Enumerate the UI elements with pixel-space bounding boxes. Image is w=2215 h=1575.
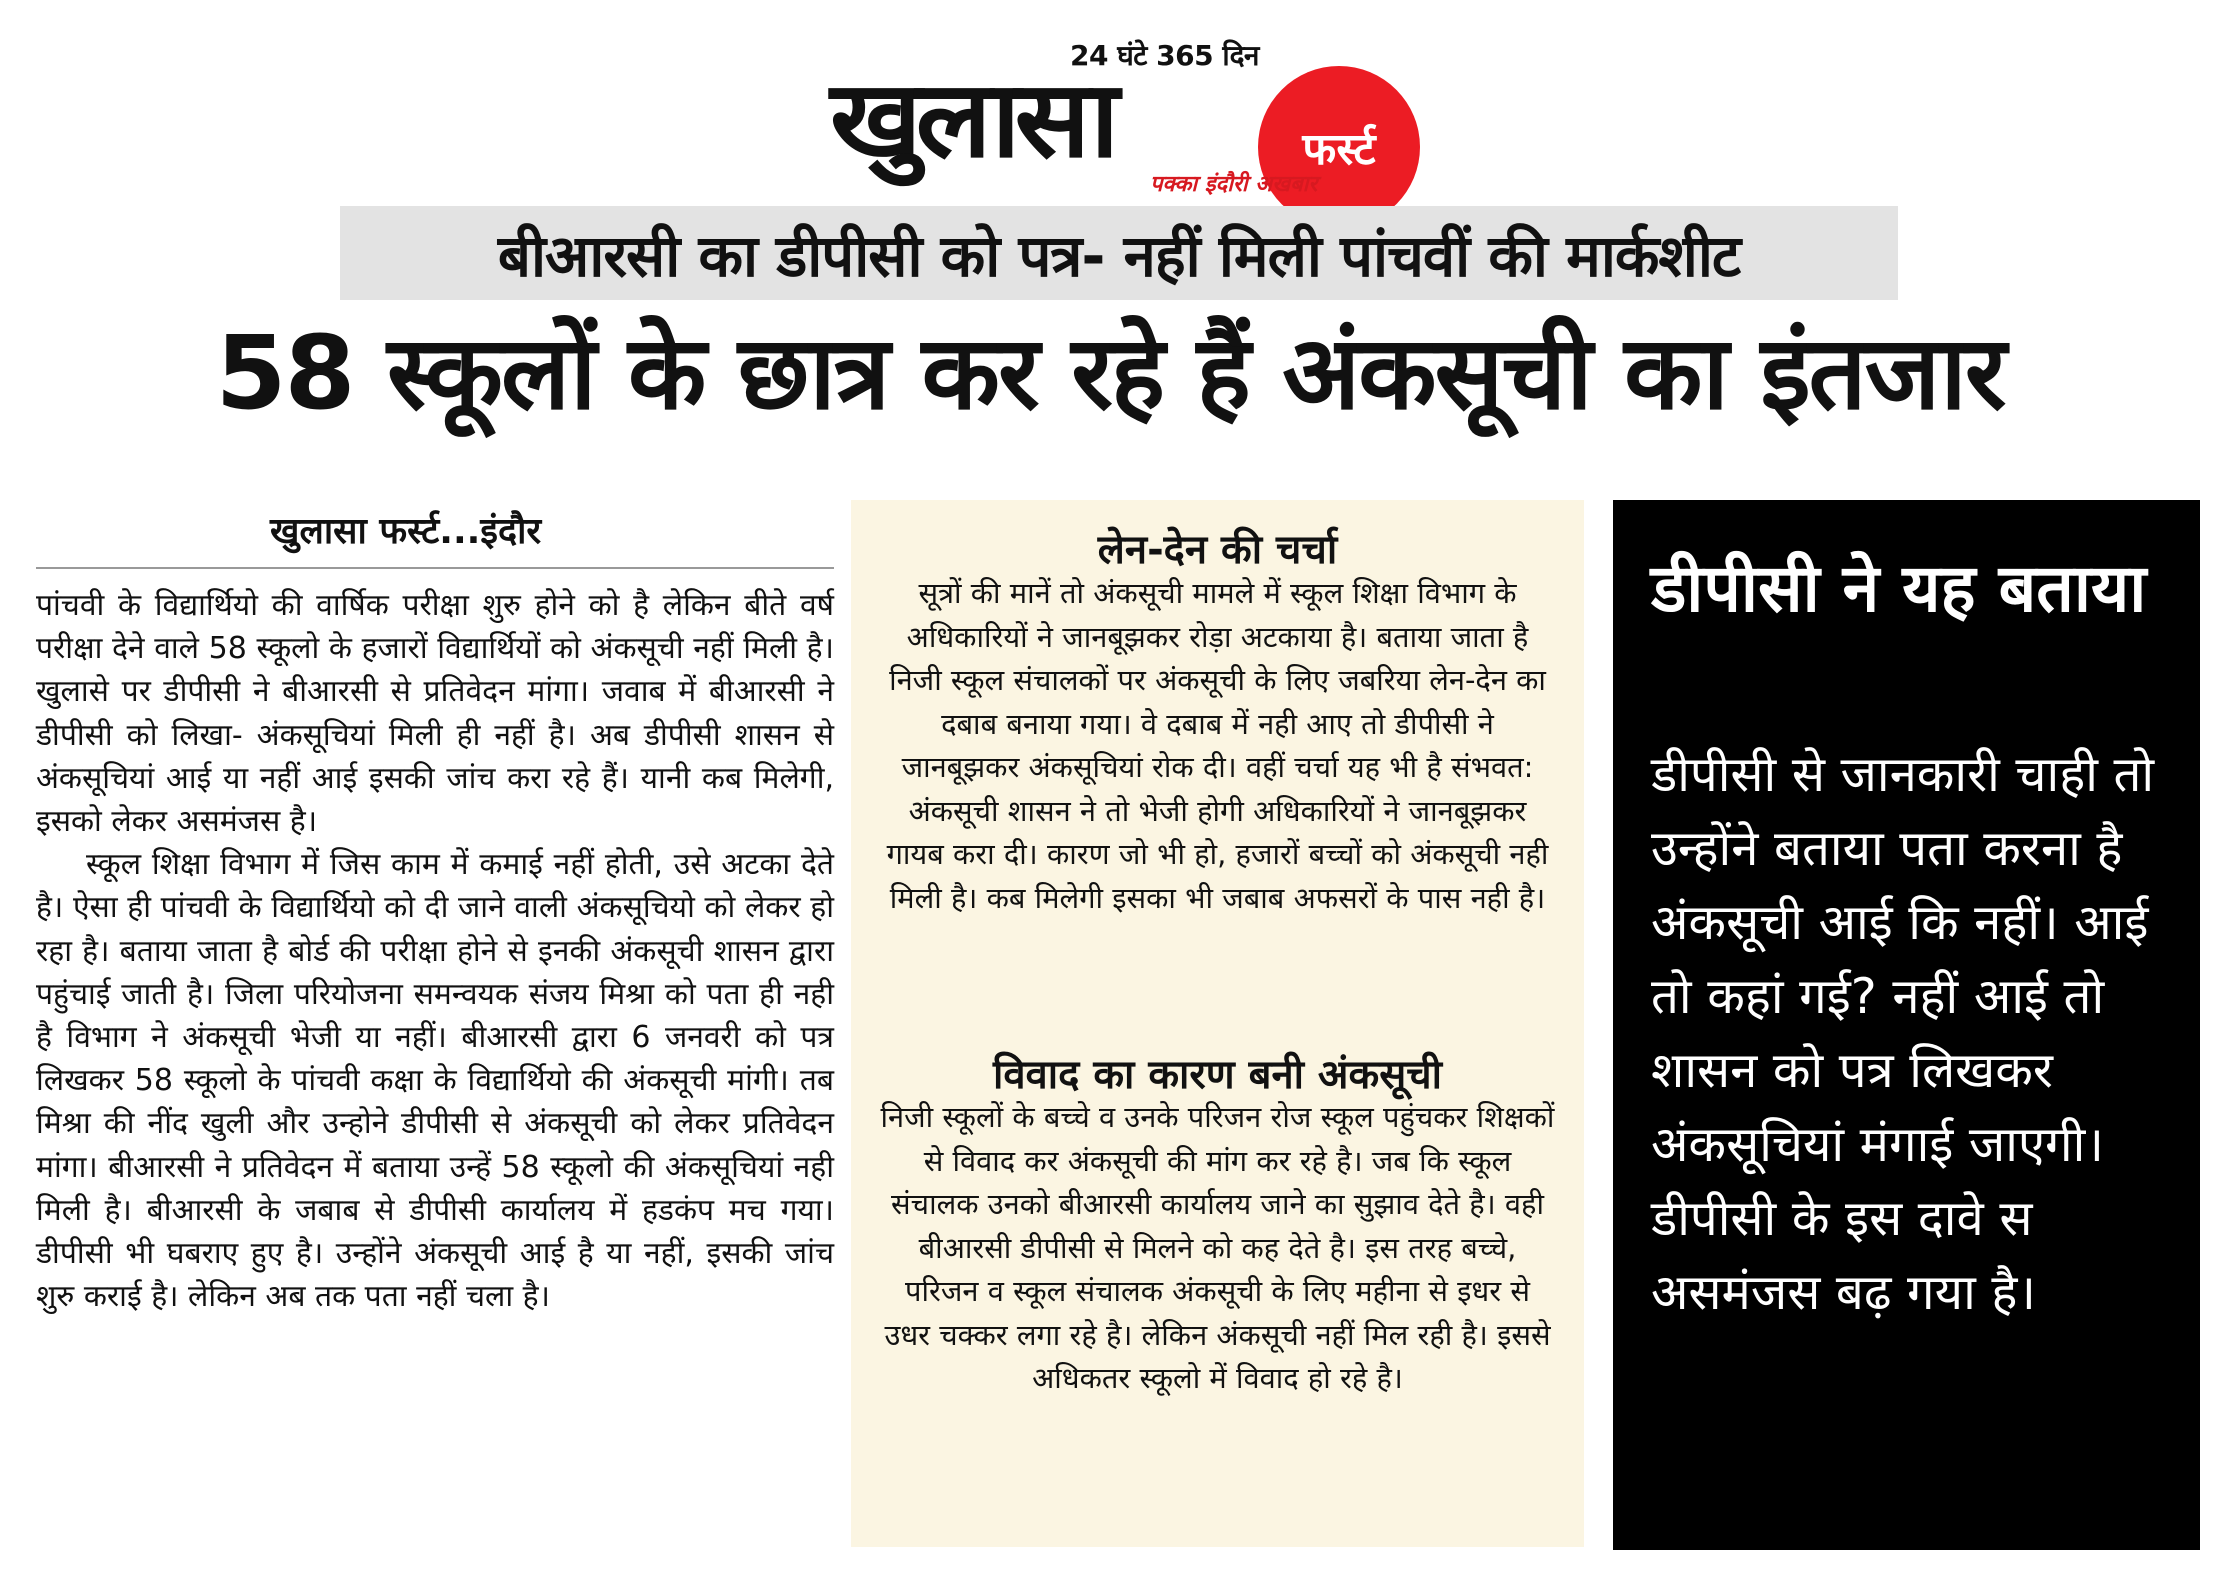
kicker-text: बीआरसी का डीपीसी को पत्र- नहीं मिली पांचवीं की मार्कशीट [497,221,1741,290]
callout-title: डीपीसी ने यह बताया [1651,550,2147,627]
kicker-headline [340,206,1898,300]
dateline: खुलासा फर्स्ट...इंदौर [270,511,542,552]
section1-title: लेन-देन की चर्चा [1097,527,1338,573]
newspaper-logo-text: खुलासा [830,58,1114,182]
section2-body: निजी स्कूलों के बच्चे व उनके परिजन रोज स्कूल पहुंचकर शिक्षकों से विवाद कर अंकसूची की मांग कर रहे है। जब कि स्कूल संचालक उनको बीआरसी कार्यालय जाने का सुझाव देते है। वही बीआरसी डीपीसी से मिलने को कह देते है। इस तरह बच्चे, परिजन व स्कूल संचालक अंकसूची के लिए महीना से इधर से उधर चक्कर लगा रहे है। लेकिन अंकसूची नहीं मिल रही है। इससे अधिकतर स्कूलो में विवाद हो रहे है। [880,1100,1555,1395]
masthead-subtitle: पक्का इंदौरी अखबार [1150,172,1318,197]
middle-sidebar [851,500,1584,1547]
masthead [820,28,1440,197]
callout-body: डीपीसी से जानकारी चाही तो उन्होंने बताया पता करना है अंकसूची आई कि नहीं। आई तो कहां गई? नहीं आई तो शासन को पत्र लिखकर अंकसूचियां मंगाई जाएगी। डीपीसी के इस दावे स असमंजस बढ़ गया है। [1651,746,2155,1321]
left-paragraph-1: पांचवी के विद्यार्थियो की वार्षिक परीक्षा शुरु होने को है लेकिन बीते वर्ष परीक्षा देने वाले 58 स्कूलो के हजारों विद्यार्थियों को अंकसूची नहीं मिली है। खुलासे पर डीपीसी ने बीआरसी से प्रतिवेदन मांगा। जवाब में बीआरसी ने डीपीसी को लिखा- अंकसूचियां मिली ही नहीं है। अब डीपीसी शासन से अंकसूचियां आई या नहीं आई इसकी जांच करा रहे हैं। यानी कब मिलेगी, इसको लेकर असमंजस है। [36,588,834,840]
logo-badge-text: फर्स्ट [1302,124,1376,175]
left-paragraph-2: स्कूल शिक्षा विभाग में जिस काम में कमाई नहीं होती, उसे अटका देते है। ऐसा ही पांचवी के विद्यार्थियो को दी जाने वाली अंकसूचियो को लेकर हो रहा है। बताया जाता है बोर्ड की परीक्षा होने से इनकी अंकसूची शासन द्वारा पहुंचाई जाती है। जिला परियोजना समन्वयक संजय मिश्रा को पता ही नही है विभाग ने अंकसूची भेजी या नहीं। बीआरसी द्वारा 6 जनवरी को पत्र लिखकर 58 स्कूलो के पांचवी कक्षा के विद्यार्थियो की अंकसूची मांगी। तब मिश्रा की नींद खुली और उन्होने डीपीसी से अंकसूची को लेकर प्रतिवेदन मांगा। बीआरसी ने प्रतिवेदन में बताया उन्हें 58 स्कूलो की अंकसूचियां नही मिली है। बीआरसी के जबाब से डीपीसी कार्यालय में हडकंप मच गया। डीपीसी भी घबराए हुए है। उन्होंने अंकसूची आई है या नहीं, इसकी जांच शुरु कराई है। लेकिन अब तक पता नहीं चला है। [36,847,834,1315]
right-callout-box [1613,500,2200,1550]
main-headline: 58 स्कूलों के छात्र कर रहे हैं अंकसूची का इंतजार [215,314,2005,433]
left-article-body [36,584,834,1318]
section1-body: सूत्रों की मानें तो अंकसूची मामले में स्कूल शिक्षा विभाग के अधिकारियों ने जानबूझकर रोड़ा अटकाया है। बताया जाता है निजी स्कूल संचालकों पर अंकसूची के लिए जबरिया लेन-देन का दबाब बनाया गया। वे दबाब में नही आए तो डीपीसी ने जानबूझकर अंकसूचियां रोक दी। वहीं चर्चा यह भी है संभवत: अंकसूची शासन ने तो भेजी होगी अधिकारियों ने जानबूझकर गायब करा दी। कारण जो भी हो, हजारों बच्चों को अंकसूची नही मिली है। कब मिलेगी इसका भी जबाब अफसरों के पास नही है। [886,576,1549,915]
newspaper-logo-badge [1258,66,1420,228]
section2-title: विवाद का कारण बनी अंकसूची [992,1052,1443,1098]
masthead-tagline: 24 घंटे 365 दिन [1070,39,1259,72]
dateline-divider [36,567,834,569]
